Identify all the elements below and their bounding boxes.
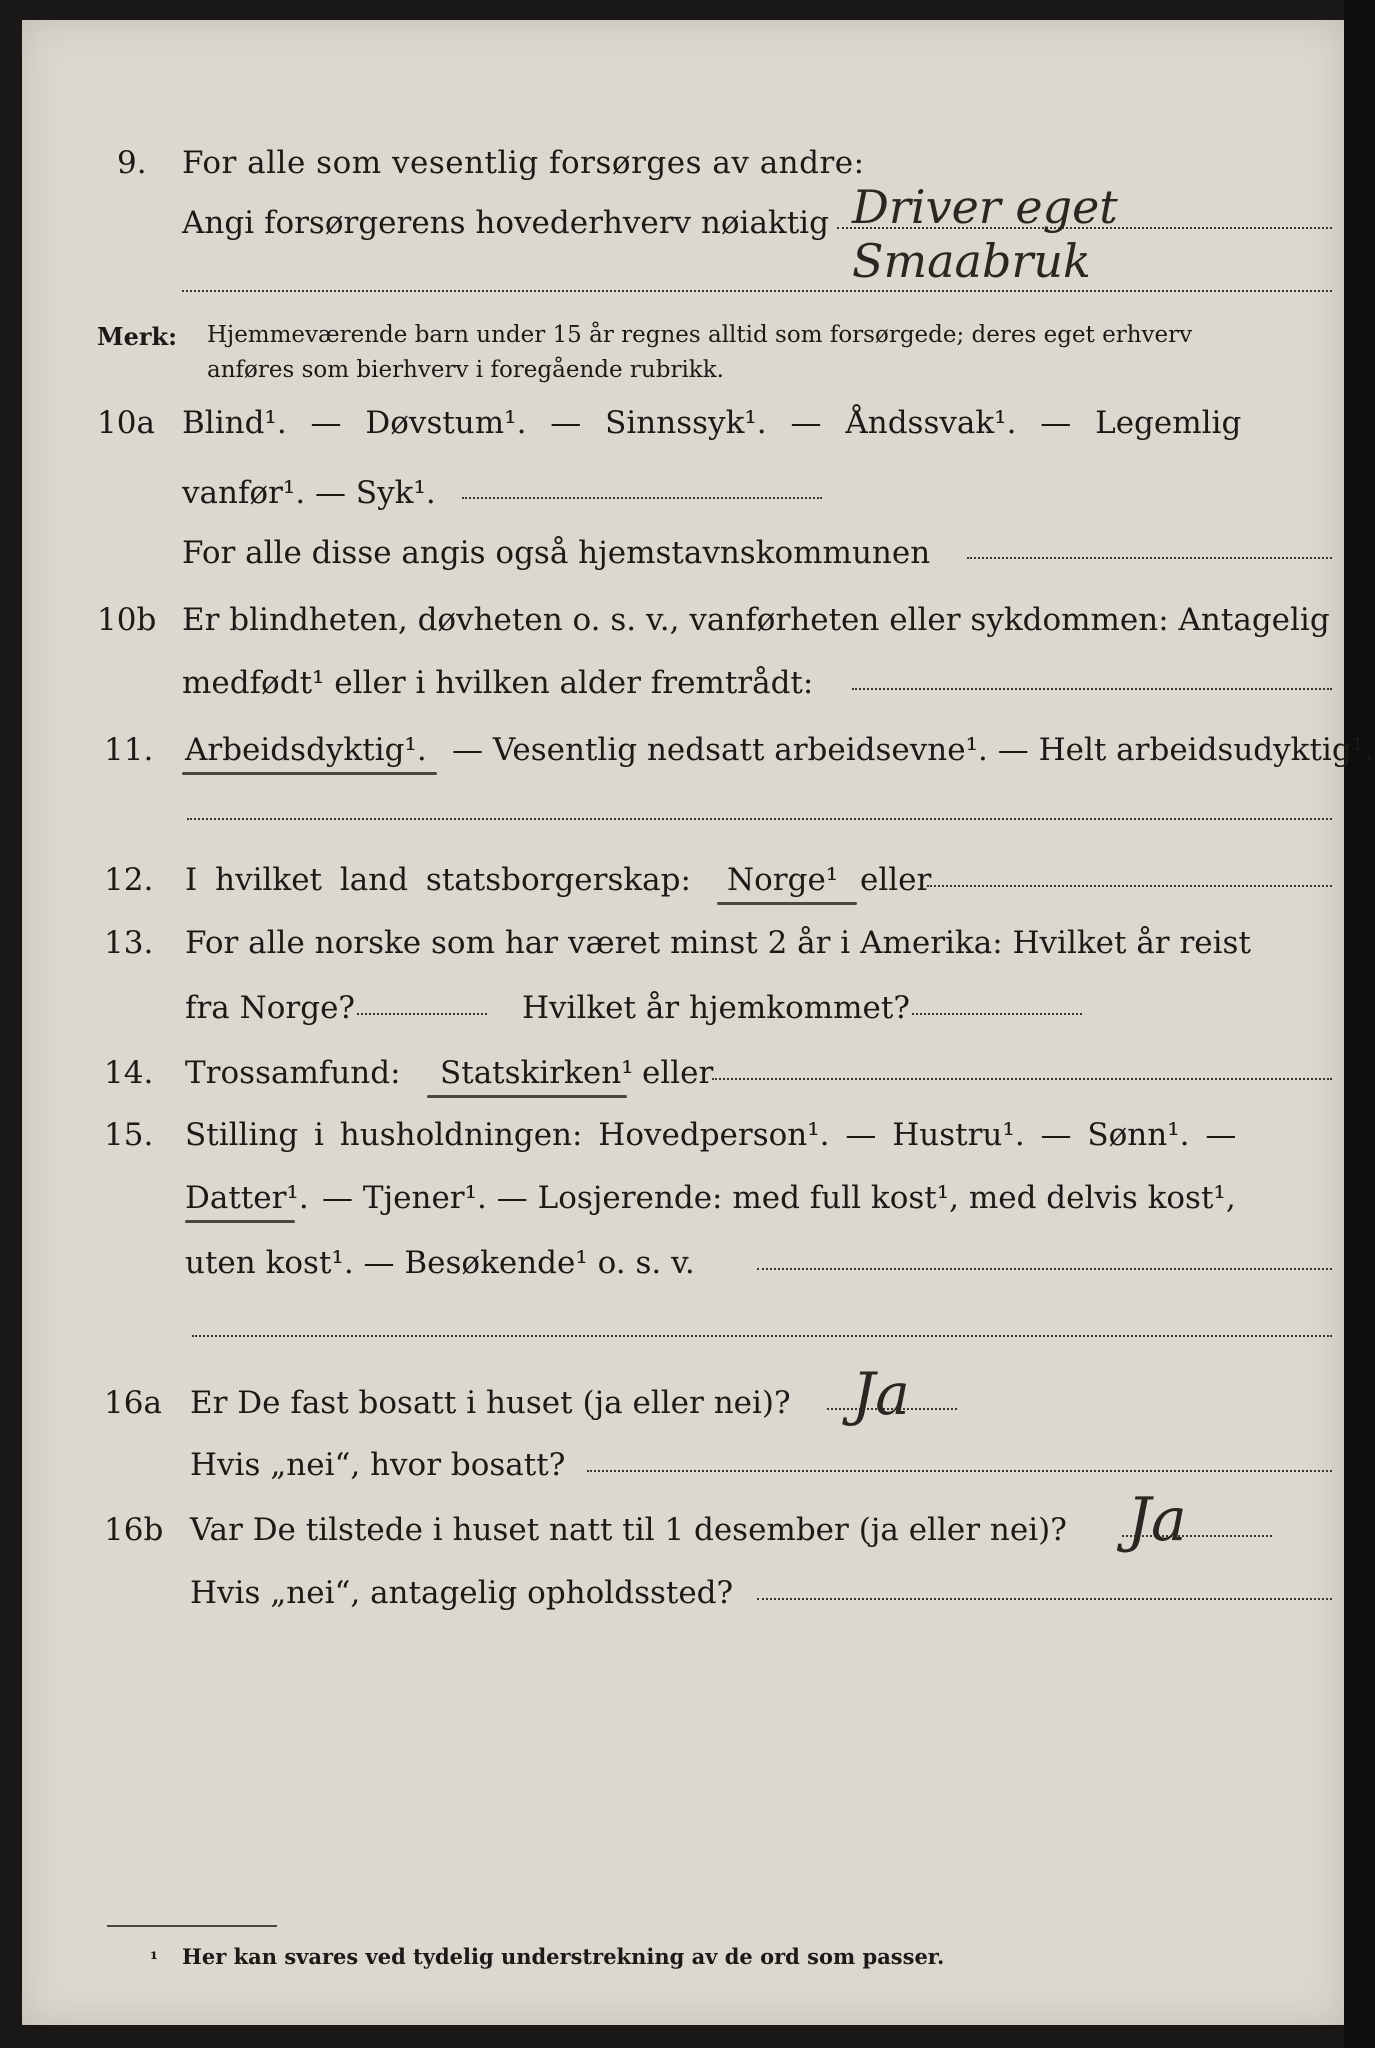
q12-post: eller xyxy=(860,862,932,898)
q16a-line2-fill xyxy=(587,1470,1332,1472)
q14-underline-mark xyxy=(427,1095,627,1098)
q10b-number: 10b xyxy=(97,602,157,638)
q16b-line2: Hvis „nei“, antagelig opholdssted? xyxy=(190,1575,734,1611)
q10a-line3: For alle disse angis også hjemstavnskommunen xyxy=(182,535,931,571)
q16b-number: 16b xyxy=(104,1512,164,1548)
q10b-line2: medfødt¹ eller i hvilken alder fremtrådt: xyxy=(182,665,814,701)
q12-underline-mark xyxy=(717,902,857,905)
footnote-text: Her kan svares ved tydelig understrekning av de ord som passer. xyxy=(182,1944,945,1969)
q16b-line1: Var De tilstede i huset natt til 1 desember (ja eller nei)? xyxy=(190,1512,1067,1548)
q11-underline-mark xyxy=(182,772,437,775)
q11-number: 11. xyxy=(104,732,154,768)
q13-year-left-fill xyxy=(357,1013,487,1015)
q10a-number: 10a xyxy=(97,405,155,441)
q14-post: eller xyxy=(642,1055,714,1091)
q13-year-back-fill xyxy=(912,1013,1082,1015)
q10a-line2-fill xyxy=(462,497,822,499)
census-form-page xyxy=(22,20,1374,2025)
q12-option-norge: Norge¹ xyxy=(727,862,839,898)
q10a-line2: vanfør¹. — Syk¹. xyxy=(182,475,436,511)
footnote-mark: ¹ xyxy=(150,1949,158,1970)
q15-line2-rest: — Tjener¹. — Losjerende: med full kost¹, med delvis kost¹, xyxy=(322,1180,1236,1216)
q9-extra-line xyxy=(182,290,1332,292)
scan-edge xyxy=(1344,0,1375,2048)
q15-line1: Stilling i husholdningen: Hovedperson¹. — Hustru¹. — Sønn¹. — xyxy=(185,1117,1237,1153)
q16a-line1: Er De fast bosatt i huset (ja eller nei)? xyxy=(190,1385,791,1421)
q12-number: 12. xyxy=(104,862,154,898)
q12-pre: I hvilket land statsborgerskap: xyxy=(185,862,691,898)
q16a-answer-handwritten: Ja xyxy=(852,1360,910,1428)
q11-rest: — Vesentlig nedsatt arbeidsevne¹. — Helt arbeidsudyktig¹. xyxy=(452,732,1374,768)
q16b-line2-fill xyxy=(757,1598,1332,1600)
q16a-number: 16a xyxy=(104,1385,162,1421)
q15-fill xyxy=(757,1268,1332,1270)
q11-extra-line xyxy=(187,818,1332,820)
q9-line1: For alle som vesentlig forsørges av andre: xyxy=(182,145,865,181)
q16a-line2: Hvis „nei“, hvor bosatt? xyxy=(190,1447,566,1483)
footnote-rule xyxy=(107,1925,277,1927)
q9-line2: Angi forsørgerens hovederhverv nøiaktig xyxy=(182,205,829,241)
q10a-line1: Blind¹. — Døvstum¹. — Sinnssyk¹. — Åndssvak¹. — Legemlig xyxy=(182,405,1242,441)
merk-line1: Hjemmeværende barn under 15 år regnes alltid som forsørgede; deres eget erhverv xyxy=(207,322,1193,348)
q11-option-arbeidsdyktig: Arbeidsdyktig¹. xyxy=(185,732,427,768)
q9-answer-handwritten: Driver eget Smaabruk xyxy=(852,180,1118,288)
q15-line3: uten kost¹. — Besøkende¹ o. s. v. xyxy=(185,1245,695,1281)
q15-option-datter: Datter¹. xyxy=(185,1180,309,1216)
merk-label: Merk: xyxy=(97,322,177,351)
q13-number: 13. xyxy=(104,925,154,961)
q14-pre: Trossamfund: xyxy=(185,1055,401,1091)
q15-underline-mark xyxy=(185,1220,295,1223)
q13-line2b: Hvilket år hjemkommet? xyxy=(522,990,910,1026)
merk-line2: anføres som bierhverv i foregående rubrikk. xyxy=(207,357,724,383)
q9-number: 9. xyxy=(117,145,147,181)
q10b-line2-fill xyxy=(852,688,1332,690)
q14-fill xyxy=(712,1078,1332,1080)
q13-line1: For alle norske som har været minst 2 år i Amerika: Hvilket år reist xyxy=(185,925,1251,961)
q13-line2a: fra Norge? xyxy=(185,990,356,1026)
q14-option-statskirken: Statskirken¹ xyxy=(440,1055,634,1091)
q10b-line1: Er blindheten, døvheten o. s. v., vanførheten eller sykdommen: Antagelig xyxy=(182,602,1330,638)
q15-extra-line xyxy=(192,1335,1332,1337)
q14-number: 14. xyxy=(104,1055,154,1091)
q12-fill xyxy=(927,885,1332,887)
q16b-answer-handwritten: Ja xyxy=(1127,1485,1187,1555)
q10a-line3-fill xyxy=(967,557,1332,559)
q15-number: 15. xyxy=(104,1117,154,1153)
